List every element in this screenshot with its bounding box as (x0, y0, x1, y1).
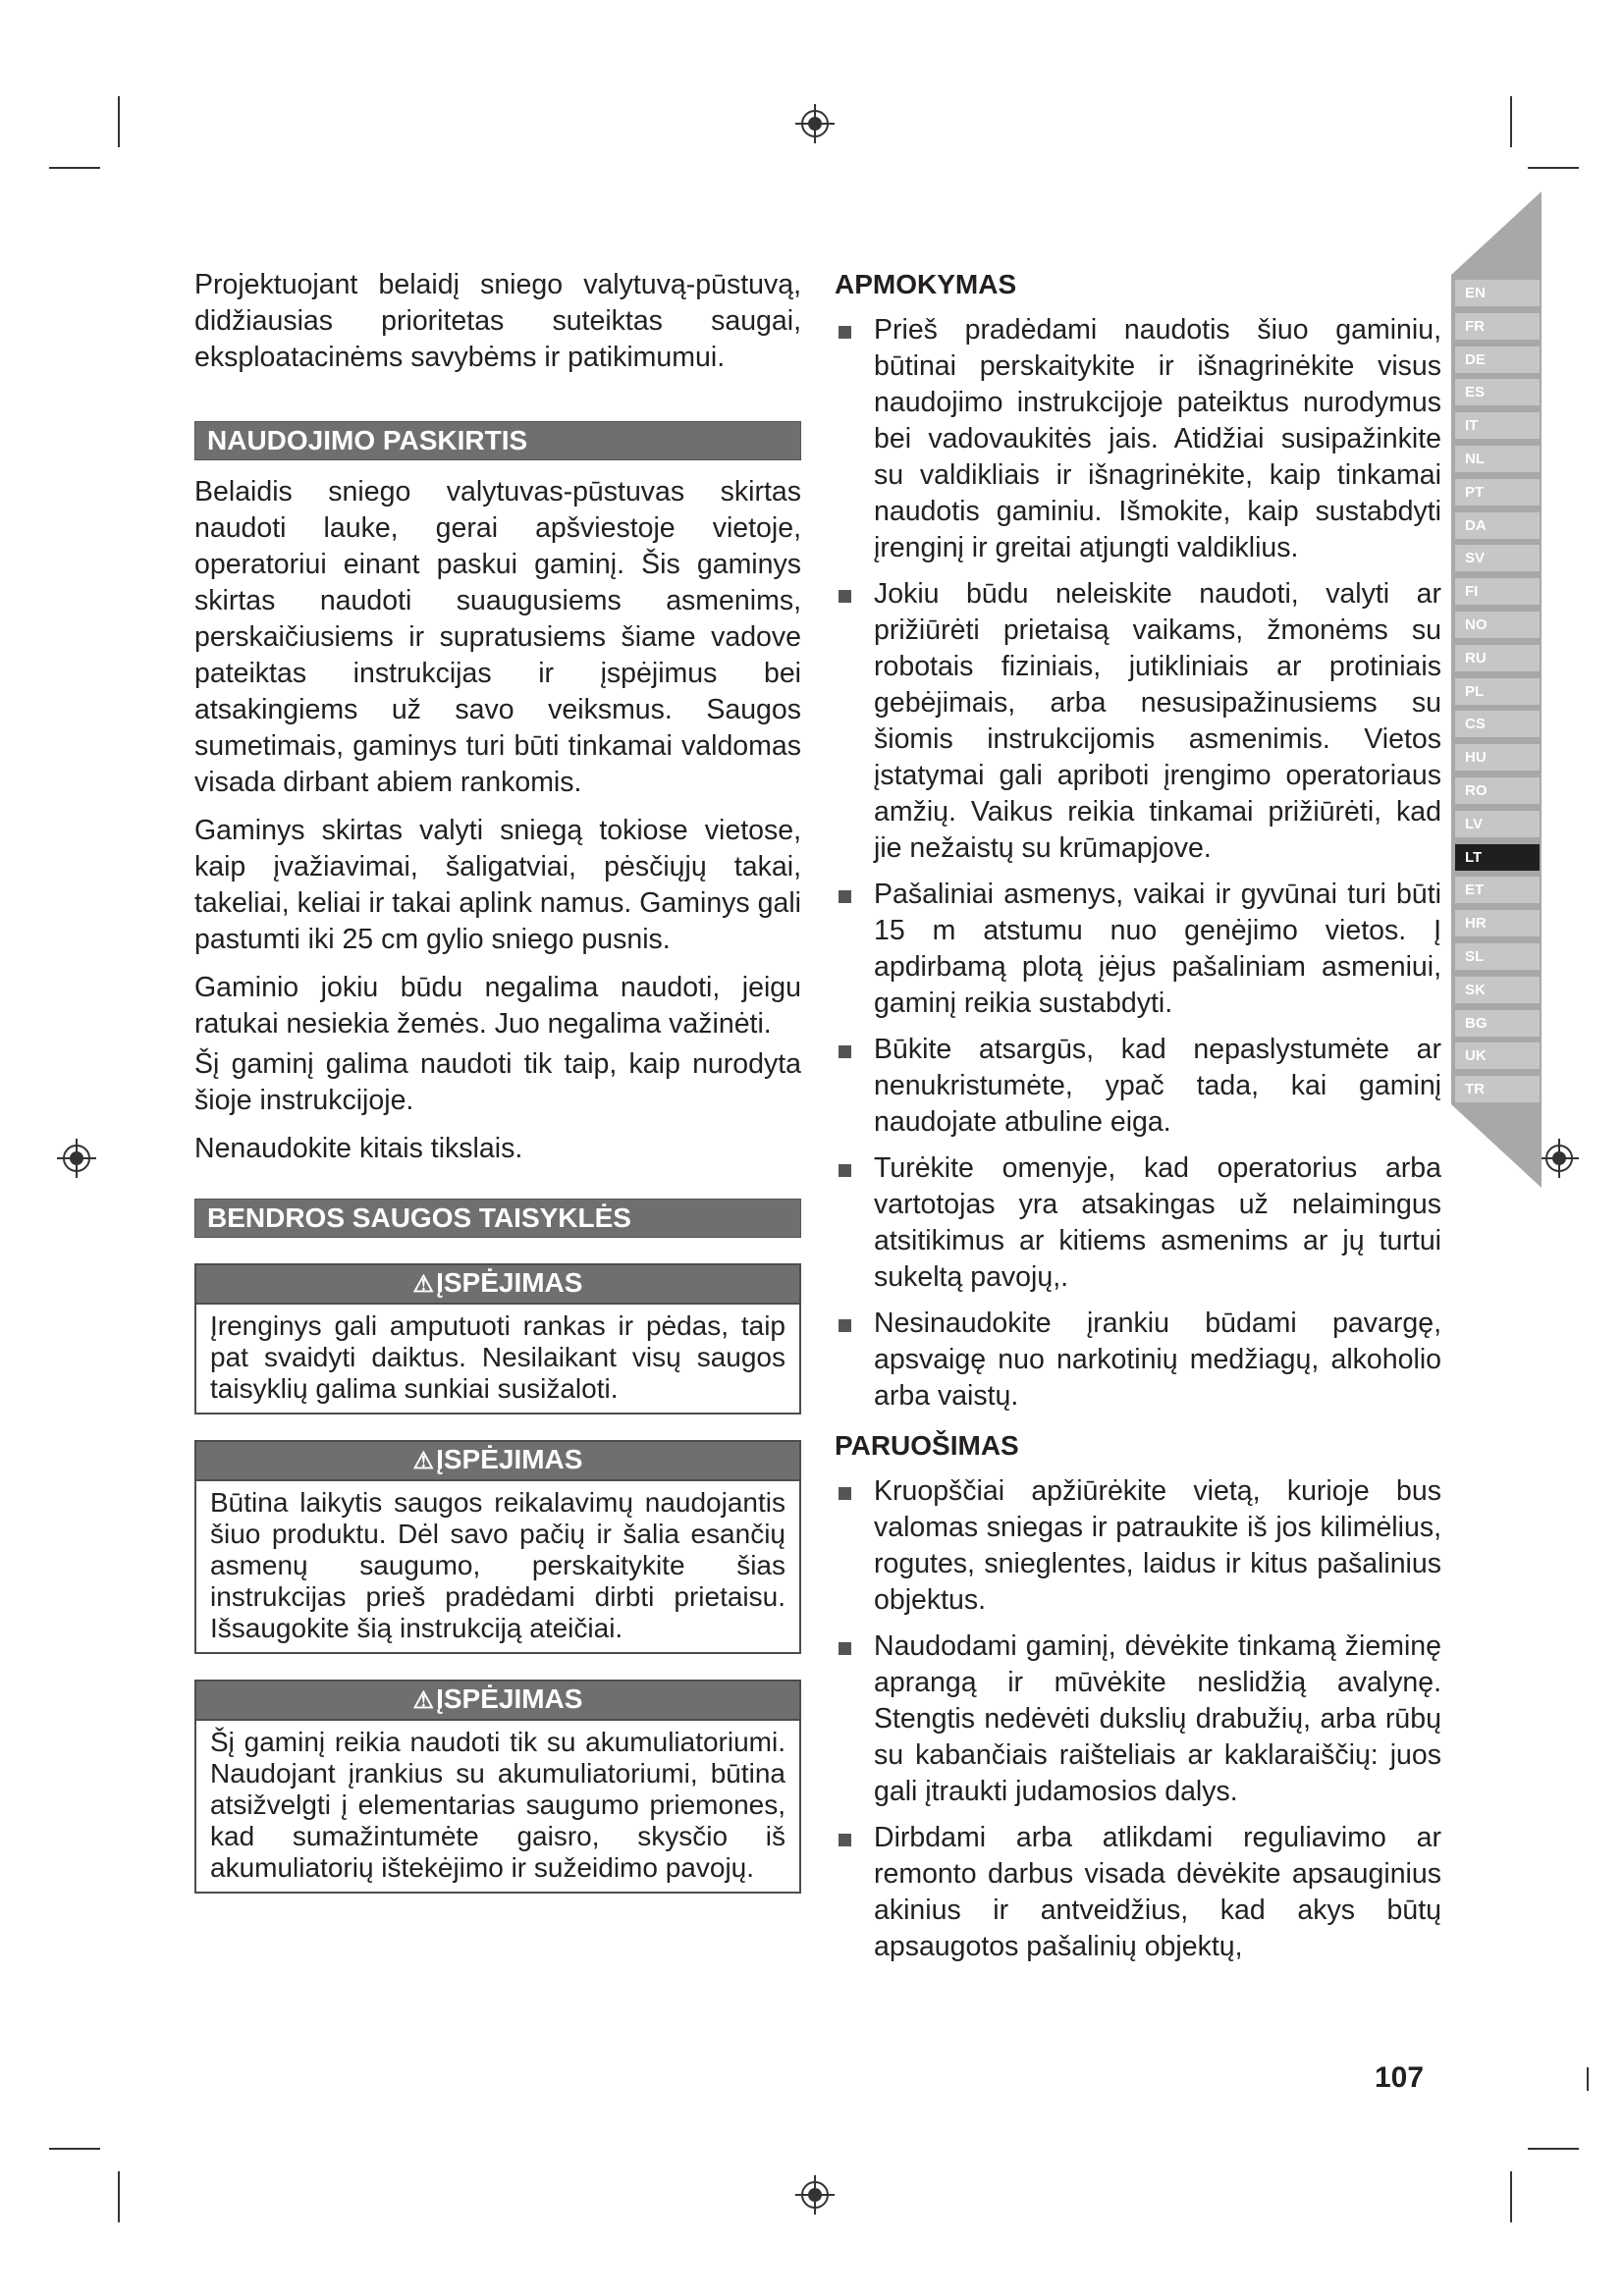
bullet-icon (839, 890, 851, 903)
tab-hu: HU (1455, 744, 1540, 771)
warning-text: Įrenginys gali amputuoti rankas ir pėdas, taip pat svaidyti daiktus. Nesilaikant visų saugos taisyklių galima sunkiai susižaloti. (210, 1310, 785, 1404)
preparation-list (835, 1473, 1441, 1965)
section-heading-training: APMOKYMAS (835, 269, 1017, 299)
crop-mark (1587, 2067, 1589, 2091)
list-item: Jokiu būdu neleiskite naudoti, valyti ar prižiūrėti prietaisą vaikams, žmonėms su robotais fiziniais, jutikliniais ar protiniais gebėjimais, arba nesusipažinusiems su šiomis instrukcijomis asmenimis. Vietos įstatymai gali apriboti įrengimo operatoriaus amžių. Vaikus reikia tinkamai prižiūrėti, kad jie nežaistų su krūmapjove. (835, 576, 1441, 867)
tab-cs: CS (1455, 711, 1540, 737)
tab-sv: SV (1455, 545, 1540, 571)
bullet-icon (839, 1164, 851, 1177)
page-number: 107 (1375, 2061, 1425, 2094)
tab-hr: HR (1455, 910, 1540, 936)
registration-mark-icon (1538, 1137, 1581, 1180)
tab-uk: UK (1455, 1042, 1540, 1069)
warning-icon: ⚠ (412, 1687, 435, 1714)
list-item: Pašaliniai asmenys, vaikai ir gyvūnai turi būti 15 m atstumu nuo genėjimo vietos. Į apdirbamą plotą įėjus pašaliniam asmeniui, gaminį reikia sustabdyti. (835, 877, 1441, 1022)
list-item: Nesinaudokite įrankiu būdami pavargę, apsvaigę nuo narkotinių medžiagų, alkoholio arba vaistų. (835, 1306, 1441, 1415)
left-column (194, 267, 801, 1919)
list-item: Turėkite omenyje, kad operatorius arba vartotojas yra atsakingas už nelaimingus atsitikimus ar kitiems asmenims ar jų turtui sukeltą pavojų,. (835, 1150, 1441, 1296)
bullet-icon (839, 1487, 851, 1500)
intro-paragraph: Projektuojant belaidį sniego valytuvą-pūstuvą, didžiausias prioritetas suteiktas saugai, eksploatacinėms savybėms ir patikimumui. (194, 269, 801, 373)
tab-es: ES (1455, 379, 1540, 405)
tab-ru: RU (1455, 645, 1540, 671)
warning-icon: ⚠ (412, 1448, 435, 1474)
warning-box (194, 1263, 801, 1415)
tab-fr: FR (1455, 313, 1540, 340)
warning-box (194, 1440, 801, 1654)
crop-mark (118, 2171, 120, 2222)
list-item: Kruopščiai apžiūrėkite vietą, kurioje bus valomas sniegas ir patraukite iš jos kilimėlius, rogutes, snieglentes, laidus ir kitus pašalinius objektus. (835, 1473, 1441, 1619)
warning-text: Šį gaminį reikia naudoti tik su akumuliatoriumi. Naudojant įrankius su akumuliatoriumi, būtina atsižvelgti į elementarias saugumo priemones, kad sumažintumėte gaisro, skysčio iš akumuliatorių ištekėjimo ir sužeidimo pavojų. (210, 1727, 785, 1883)
warning-title: ĮSPĖJIMAS (436, 1683, 583, 1714)
tab-de: DE (1455, 347, 1540, 373)
list-item: Būkite atsargūs, kad nepaslystumėte ar nenukristumėte, ypač tada, kai gaminį naudojate atbuline eiga. (835, 1032, 1441, 1141)
language-tabs (1451, 191, 1542, 1188)
list-item: Naudodami gaminį, dėvėkite tinkamą žieminę aprangą ir mūvėkite neslidžią avalynę. Stengtis nedėvėti dukslių drabužių, arba rūbų su kabančiais raišteliais ar kaklaraiščių: juos gali įtraukti judamosios dalys. (835, 1629, 1441, 1810)
warning-header (196, 1442, 799, 1481)
tab-pl: PL (1455, 678, 1540, 705)
tab-sl: SL (1455, 943, 1540, 970)
tab-ro: RO (1455, 777, 1540, 804)
tab-sk: SK (1455, 977, 1540, 1003)
bullet-icon (839, 1045, 851, 1058)
crop-mark (118, 96, 120, 147)
tab-fi: FI (1455, 578, 1540, 605)
bullet-icon (839, 326, 851, 339)
warning-title: ĮSPĖJIMAS (436, 1444, 583, 1474)
tab-lt: LT (1455, 844, 1540, 871)
training-list (835, 312, 1441, 1415)
crop-mark (49, 2148, 100, 2150)
tab-bg: BG (1455, 1010, 1540, 1037)
list-item: Dirbdami arba atlikdami reguliavimo ar remonto darbus visada dėvėkite apsauginius akinius ir antveidžius, kad akys būtų apsaugotos pašalinių objektų, (835, 1820, 1441, 1965)
usage-paragraph: Gaminys skirtas valyti sniegą tokiose vietose, kaip įvažiavimai, šaligatviai, pėsčiųjų takai, takeliai, keliai ir takai aplink namus. Gaminys gali pastumti iki 25 cm gylio sniego pusnis. (194, 815, 801, 955)
right-column (835, 267, 1441, 1975)
crop-mark (49, 167, 100, 169)
crop-mark (1528, 2148, 1579, 2150)
warning-icon: ⚠ (412, 1271, 435, 1298)
tab-da: DA (1455, 512, 1540, 539)
warning-text: Būtina laikytis saugos reikalavimų naudojantis šiuo produktu. Dėl savo pačių ir šalia esančių asmenų saugumo, perskaitykite šias instrukcijas prieš pradėdami dirbti prietaisu. Išsaugokite šią instrukciją ateičiai. (210, 1487, 785, 1643)
warning-header (196, 1682, 799, 1721)
crop-mark (1510, 2171, 1512, 2222)
warning-header (196, 1265, 799, 1305)
tab-no: NO (1455, 612, 1540, 638)
tab-et: ET (1455, 877, 1540, 903)
crop-mark (1528, 167, 1579, 169)
section-heading-usage: NAUDOJIMO PASKIRTIS (194, 421, 801, 460)
tab-tr: TR (1455, 1076, 1540, 1102)
registration-mark-icon (55, 1137, 98, 1180)
bullet-icon (839, 590, 851, 603)
bullet-icon (839, 1642, 851, 1655)
list-item: Prieš pradėdami naudotis šiuo gaminiu, būtinai perskaitykite ir išnagrinėkite visus naudojimo instrukcijoje pateiktus nurodymus bei vadovaukitės jais. Atidžiai susipažinkite su valdikliais ir išnagrinėkite, kaip tinkamai naudotis gaminiu. Išmokite, kaip sustabdyti įrenginį ir greitai atjungti valdiklius. (835, 312, 1441, 566)
registration-mark-icon (793, 2173, 837, 2216)
bullet-icon (839, 1834, 851, 1846)
warning-box (194, 1680, 801, 1894)
tab-pt: PT (1455, 479, 1540, 506)
tab-nl: NL (1455, 446, 1540, 472)
registration-mark-icon (793, 102, 837, 145)
section-heading-preparation: PARUOŠIMAS (835, 1430, 1019, 1461)
usage-paragraph: Šį gaminį galima naudoti tik taip, kaip nurodyta šioje instrukcijoje. (194, 1048, 801, 1116)
usage-paragraph: Gaminio jokiu būdu negalima naudoti, jeigu ratukai nesiekia žemės. Juo negalima važinėti. (194, 972, 801, 1040)
tab-lv: LV (1455, 811, 1540, 837)
crop-mark (1510, 96, 1512, 147)
usage-paragraph: Nenaudokite kitais tikslais. (194, 1133, 523, 1164)
tab-en: EN (1455, 280, 1540, 306)
section-heading-safety: BENDROS SAUGOS TAISYKLĖS (194, 1199, 801, 1238)
tab-it: IT (1455, 412, 1540, 439)
usage-paragraph: Belaidis sniego valytuvas-pūstuvas skirtas naudoti lauke, gerai apšviestoje vietoje, operatoriui einant paskui gaminį. Šis gaminys skirtas naudoti suaugusiems asmenims, perskaičiusiems ir supratusiems šiame vadove pateiktas instrukcijas ir įspėjimus bei atsakingiems už savo veiksmus. Saugos sumetimais, gaminys turi būti tinkamai valdomas visada dirbant abiem rankomis. (194, 476, 801, 798)
bullet-icon (839, 1319, 851, 1332)
warning-title: ĮSPĖJIMAS (436, 1267, 583, 1298)
